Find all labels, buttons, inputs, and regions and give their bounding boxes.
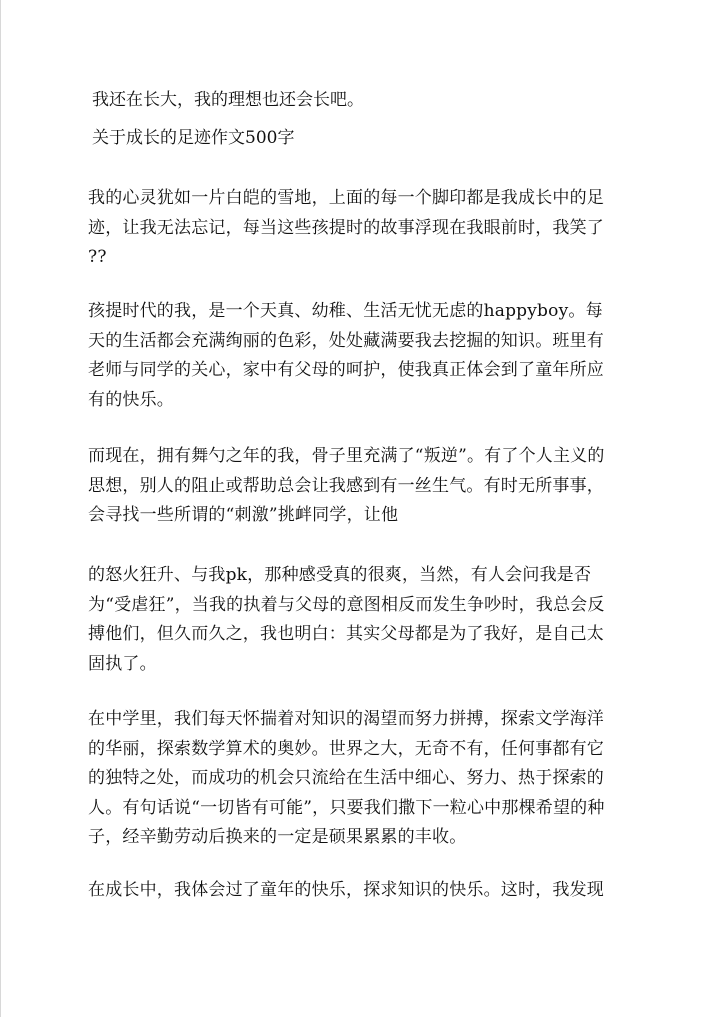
paragraph-line: 迹，让我无法忘记，每当这些孩提时的故事浮现在我眼前时，我笑了	[88, 217, 604, 238]
page-edge	[0, 0, 1, 1017]
paragraph-3	[88, 442, 634, 531]
paragraph-line: 孩提时代的我，是一个天真、幼稚、生活无忧无虑的happyboy。每	[88, 301, 603, 321]
paragraph-5	[88, 705, 634, 853]
paragraph-4	[88, 561, 634, 679]
paragraph-line: ??	[88, 247, 107, 267]
paragraph-line: 为“受虐狂”，当我的执着与父母的意图相反而发生争吵时，我总会反	[88, 594, 605, 615]
paragraph-line: 人。有句话说“一切皆有可能”，只要我们撒下一粒心中那棵希望的种	[88, 797, 605, 818]
paragraph-line: 思想，别人的阻止或帮助总会让我感到有一丝生气。有时无所事事，	[88, 475, 604, 496]
paragraph-line: 子，经辛勤劳动后换来的一定是硕果累累的丰收。	[88, 827, 467, 847]
paragraph-line: 而现在，拥有舞勺之年的我，骨子里充满了“叛逆”。有了个人主义的	[88, 446, 605, 466]
paragraph-line: 在中学里，我们每天怀揣着对知识的渴望而努力拼搏，探索文学海洋	[88, 709, 604, 729]
paragraph-line: 搏他们，但久而久之，我也明白：其实父母都是为了我好，是自己太	[88, 624, 604, 644]
paragraph-6	[88, 876, 634, 906]
paragraph-line: 天的生活都会充满绚丽的色彩，处处藏满要我去挖掘的知识。班里有	[88, 330, 604, 351]
paragraph-1	[88, 184, 634, 273]
paragraph-line: 在成长中，我体会过了童年的快乐，探求知识的快乐。这时，我发现	[88, 880, 604, 900]
intro-line: 我还在长大，我的理想也还会长吧。	[92, 90, 364, 110]
article-title: 关于成长的足迹作文500字	[92, 128, 295, 148]
paragraph-2	[88, 297, 634, 415]
paragraph-line: 有的快乐。	[88, 389, 174, 410]
paragraph-line: 老师与同学的关心，家中有父母的呵护，使我真正体会到了童年所应	[88, 360, 604, 380]
paragraph-line: 的怒火狂升、与我pk，那种感受真的很爽，当然，有人会问我是否	[88, 565, 592, 585]
paragraph-line: 会寻找一些所谓的“刺激”挑衅同学，让他	[88, 505, 399, 525]
paragraph-line: 的独特之处，而成功的机会只流给在生活中细心、努力、热于探索的	[88, 768, 604, 788]
paragraph-line: 的华丽，探索数学算术的奥妙。世界之大，无奇不有，任何事都有它	[88, 738, 604, 759]
paragraph-line: 我的心灵犹如一片白皑的雪地，上面的每一个脚印都是我成长中的足	[88, 188, 604, 208]
paragraph-line: 固执了。	[88, 653, 157, 674]
